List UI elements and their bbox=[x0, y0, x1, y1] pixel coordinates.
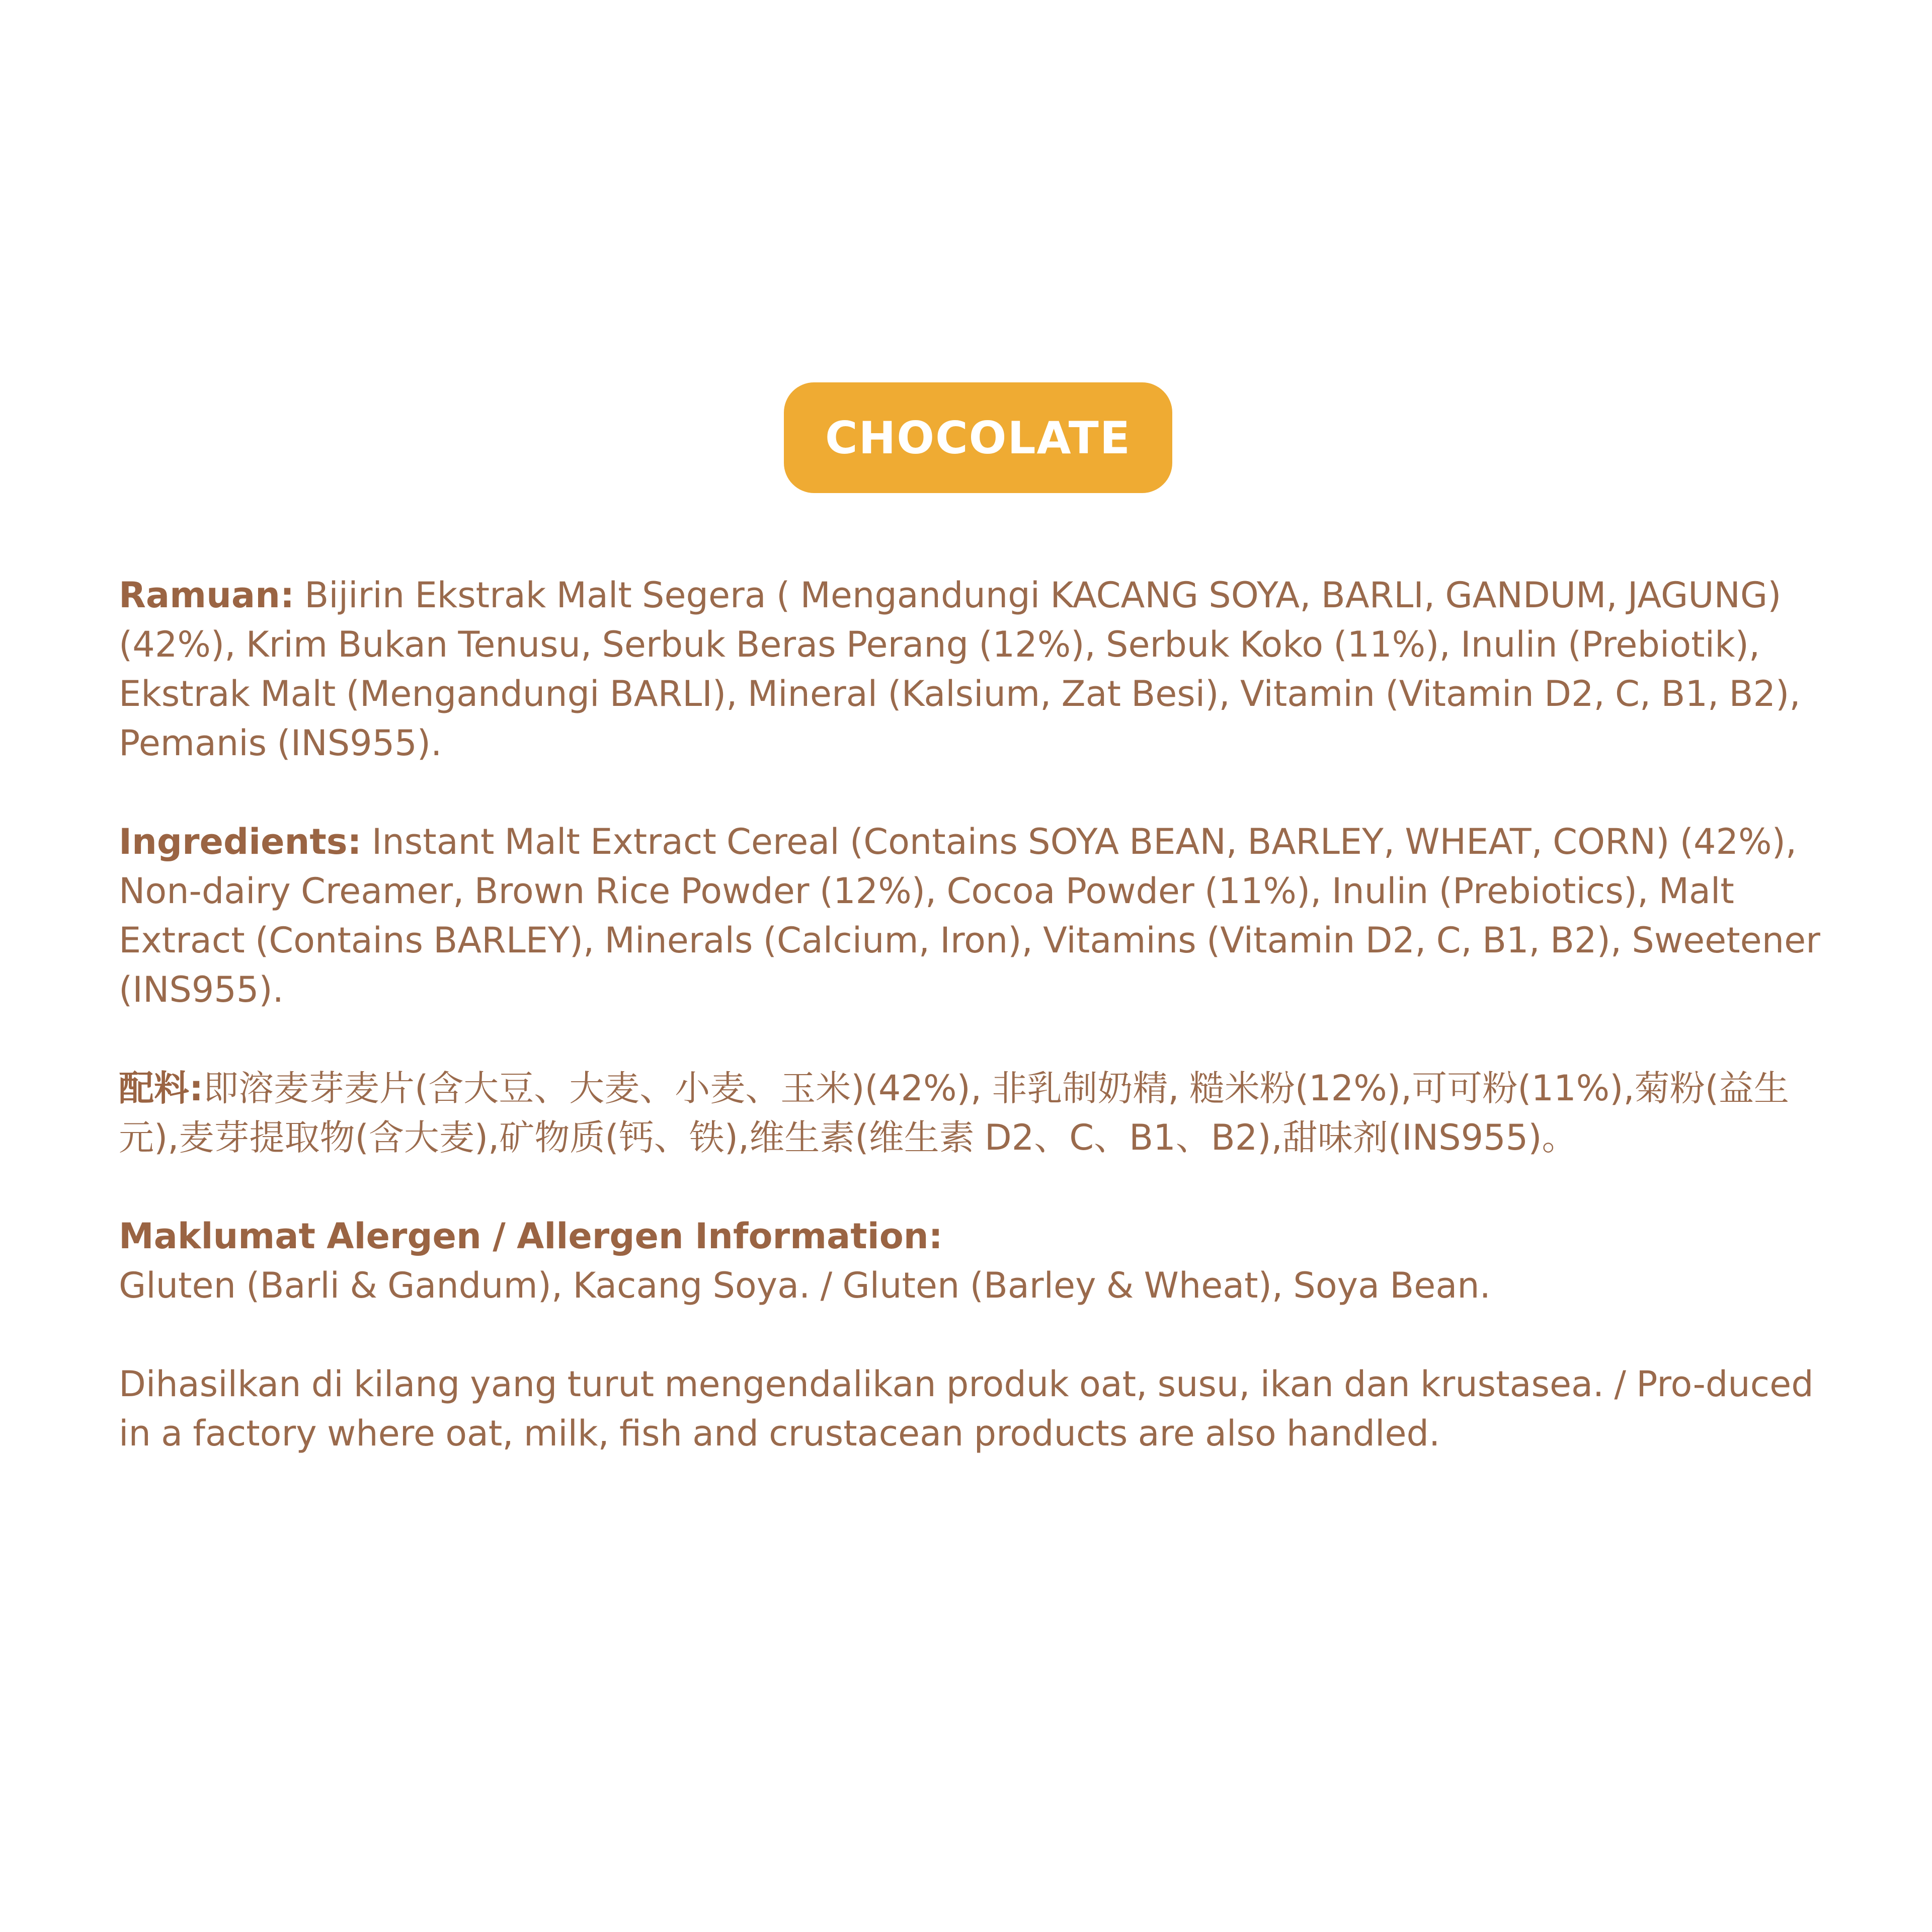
malay-ingredients-heading: Ramuan: bbox=[119, 575, 294, 616]
malay-ingredients-text: Bijirin Ekstrak Malt Segera ( Mengandungi KACANG SOYA, BARLI, GANDUM, JAGUNG) (42%), Krim Bukan Tenusu, Serbuk Beras Perang (12%), Serbuk Koko (11%), Inulin (Prebiotik), Ekstrak Malt (Mengandungi BARLI), Mineral (Kalsium, Zat Besi), Vitamin (Vitamin D2, C, B1, B2), Pemanis (INS955). bbox=[119, 575, 1801, 764]
chinese-ingredients-text: 即溶麦芽麦片(含大豆、大麦、小麦、玉米)(42%), 非乳制奶精, 糙米粉(12%),可可粉(11%),菊粉(益生元),麦芽提取物(含大麦),矿物质(钙、铁),维生素(维生素 D2、C、B1、B2),甜味剂(INS955)。 bbox=[119, 1068, 1790, 1158]
english-ingredients-text: Instant Malt Extract Cereal (Contains SOYA BEAN, BARLEY, WHEAT, CORN) (42%), Non-dairy Creamer, Brown Rice Powder (12%), Cocoa Powder (11%), Inulin (Prebiotics), Malt Extract (Contains BARLEY), Minerals (Calcium, Iron), Vitamins (Vitamin D2, C, B1, B2), Sweetener (INS955). bbox=[119, 821, 1820, 1010]
allergen-heading: Maklumat Alergen / Allergen Information: bbox=[119, 1216, 943, 1257]
flavor-badge-label: CHOCOLATE bbox=[825, 412, 1131, 464]
flavor-badge bbox=[784, 382, 1172, 493]
english-ingredients bbox=[119, 817, 1839, 1014]
allergen-text: Gluten (Barli & Gandum), Kacang Soya. / Gluten (Barley & Wheat), Soya Bean. bbox=[119, 1265, 1491, 1306]
factory-statement bbox=[119, 1359, 1839, 1458]
malay-ingredients bbox=[119, 571, 1839, 768]
chinese-ingredients bbox=[119, 1064, 1839, 1162]
factory-statement-text: Dihasilkan di kilang yang turut mengendalikan produk oat, susu, ikan dan krustasea. / Pro-duced in a factory where oat, milk, fish and crustacean products are also handled. bbox=[119, 1363, 1814, 1454]
allergen-info bbox=[119, 1212, 1839, 1310]
ingredients-panel bbox=[119, 571, 1839, 1458]
chinese-ingredients-heading: 配料: bbox=[119, 1068, 203, 1109]
english-ingredients-heading: Ingredients: bbox=[119, 821, 362, 862]
